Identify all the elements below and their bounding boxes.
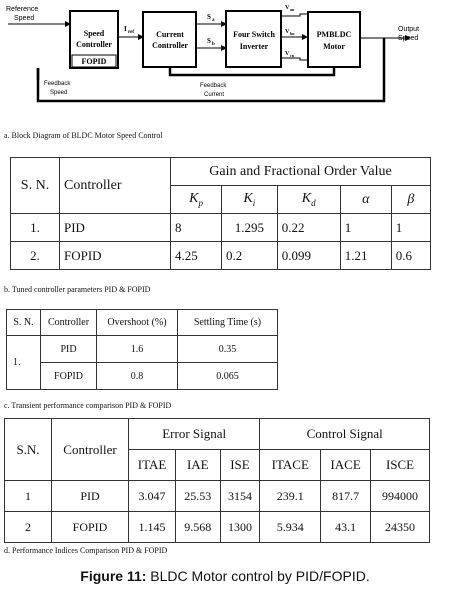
block-diagram — [0, 0, 450, 104]
transient-performance-table — [6, 309, 278, 390]
cell: FOPID — [41, 363, 97, 390]
cell: PID — [60, 214, 171, 242]
svg-text:S: S — [207, 13, 211, 21]
cell: 0.22 — [277, 214, 340, 242]
cell: 1 — [5, 481, 52, 512]
table-row — [11, 242, 431, 270]
alpha-header: α — [340, 186, 391, 214]
sn-header: S.N. — [5, 419, 52, 481]
cell: FOPID — [60, 242, 171, 270]
svg-text:a: a — [212, 18, 215, 23]
caption-c: c. Transient performance comparison PID & FOPID — [4, 401, 172, 410]
cell: 1300 — [220, 512, 260, 543]
svg-text:Current: Current — [156, 30, 184, 39]
gain-group-header: Gain and Fractional Order Value — [171, 158, 431, 186]
controller-header: Controller — [52, 419, 129, 481]
svg-text:Speed: Speed — [14, 15, 35, 22]
svg-text:Controller: Controller — [76, 40, 112, 49]
reference-speed-label: Reference — [6, 6, 39, 13]
itae-header: ITAE — [129, 450, 176, 481]
cell: 817.7 — [321, 481, 371, 512]
overshoot-header: Overshoot (%) — [97, 310, 178, 336]
figure-caption — [0, 568, 450, 584]
svg-text:Inverter: Inverter — [239, 42, 269, 51]
svg-text:V: V — [285, 5, 290, 11]
isce-header: ISCE — [371, 450, 430, 481]
inverter-block — [226, 11, 281, 67]
cell: 3154 — [220, 481, 260, 512]
cell: 0.065 — [178, 363, 278, 390]
current-controller-block — [143, 12, 196, 67]
figure-label: Figure 11: — [80, 568, 147, 584]
cell: 0.35 — [178, 336, 278, 363]
table-row — [11, 214, 431, 242]
svg-text:ref: ref — [128, 30, 135, 35]
cell: 24350 — [371, 512, 430, 543]
ise-header: ISE — [220, 450, 260, 481]
cell: 239.1 — [260, 481, 321, 512]
svg-text:Speed: Speed — [398, 35, 419, 42]
table-row — [7, 363, 278, 390]
table-row — [5, 512, 430, 543]
cell: FOPID — [52, 512, 129, 543]
controller-header: Controller — [41, 310, 97, 336]
cell: 2. — [11, 242, 60, 270]
settling-time-header: Settling Time (s) — [178, 310, 278, 336]
svg-text:Speed: Speed — [50, 90, 68, 96]
error-signal-header: Error Signal — [129, 419, 260, 450]
svg-text:I: I — [124, 25, 127, 33]
cell: 1. — [7, 336, 41, 390]
svg-text:b: b — [212, 42, 215, 47]
cell: 5.934 — [260, 512, 321, 543]
cell: 3.047 — [129, 481, 176, 512]
cell: 1. — [11, 214, 60, 242]
ki-header: $K_i$ — [222, 186, 278, 214]
table-row — [5, 481, 430, 512]
svg-text:V: V — [285, 29, 290, 35]
svg-text:V: V — [285, 51, 290, 57]
cell: 1.295 — [222, 214, 278, 242]
cell: 0.2 — [222, 242, 278, 270]
sn-header: S. N. — [11, 158, 60, 214]
iace-header: IACE — [321, 450, 371, 481]
svg-text:Controller: Controller — [152, 41, 188, 50]
cell: 1 — [340, 214, 391, 242]
cell: PID — [52, 481, 129, 512]
kd-header: $K_d$ — [277, 186, 340, 214]
caption-a: a. Block Diagram of BLDC Motor Speed Control — [4, 131, 163, 140]
svg-text:Feedback: Feedback — [200, 83, 227, 89]
iae-header: IAE — [176, 450, 221, 481]
cell: 8 — [171, 214, 222, 242]
svg-text:bn: bn — [290, 31, 295, 36]
cell: 43.1 — [321, 512, 371, 543]
cell: 1 — [391, 214, 430, 242]
cell: 1.6 — [97, 336, 178, 363]
caption-d: d. Performance Indices Comparison PID & FOPID — [4, 546, 168, 555]
svg-text:S: S — [207, 37, 211, 45]
svg-text:Output: Output — [398, 26, 420, 33]
cell: PID — [41, 336, 97, 363]
caption-b: b. Tuned controller parameters PID & FOPID — [4, 285, 151, 294]
cell: 0.8 — [97, 363, 178, 390]
control-signal-header: Control Signal — [260, 419, 430, 450]
beta-header: β — [391, 186, 430, 214]
svg-text:FOPID: FOPID — [81, 57, 107, 66]
cell: 0.6 — [391, 242, 430, 270]
cell: 25.53 — [176, 481, 221, 512]
cell: 1.21 — [340, 242, 391, 270]
cell: 2 — [5, 512, 52, 543]
controller-header: Controller — [60, 158, 171, 214]
table-row — [7, 336, 278, 363]
tuned-parameters-table — [10, 157, 431, 270]
cell: 4.25 — [171, 242, 222, 270]
sn-header: S. N. — [7, 310, 41, 336]
svg-text:Current: Current — [204, 92, 225, 98]
svg-text:Four Switch: Four Switch — [233, 30, 275, 39]
cell: 994000 — [371, 481, 430, 512]
cell: 0.099 — [277, 242, 340, 270]
itace-header: ITACE — [260, 450, 321, 481]
svg-text:Motor: Motor — [323, 42, 345, 51]
svg-text:PMBLDC: PMBLDC — [316, 30, 352, 39]
svg-text:cn: cn — [290, 53, 294, 58]
figure-text: BLDC Motor control by PID/FOPID. — [146, 568, 370, 584]
cell: 9.568 — [176, 512, 221, 543]
svg-text:Speed: Speed — [83, 29, 105, 38]
svg-text:Feedback: Feedback — [44, 81, 71, 87]
kp-header: $K_p$ — [171, 186, 222, 214]
motor-block — [308, 12, 360, 67]
svg-text:an: an — [290, 7, 295, 12]
cell: 1.145 — [129, 512, 176, 543]
performance-indices-table — [4, 418, 430, 543]
